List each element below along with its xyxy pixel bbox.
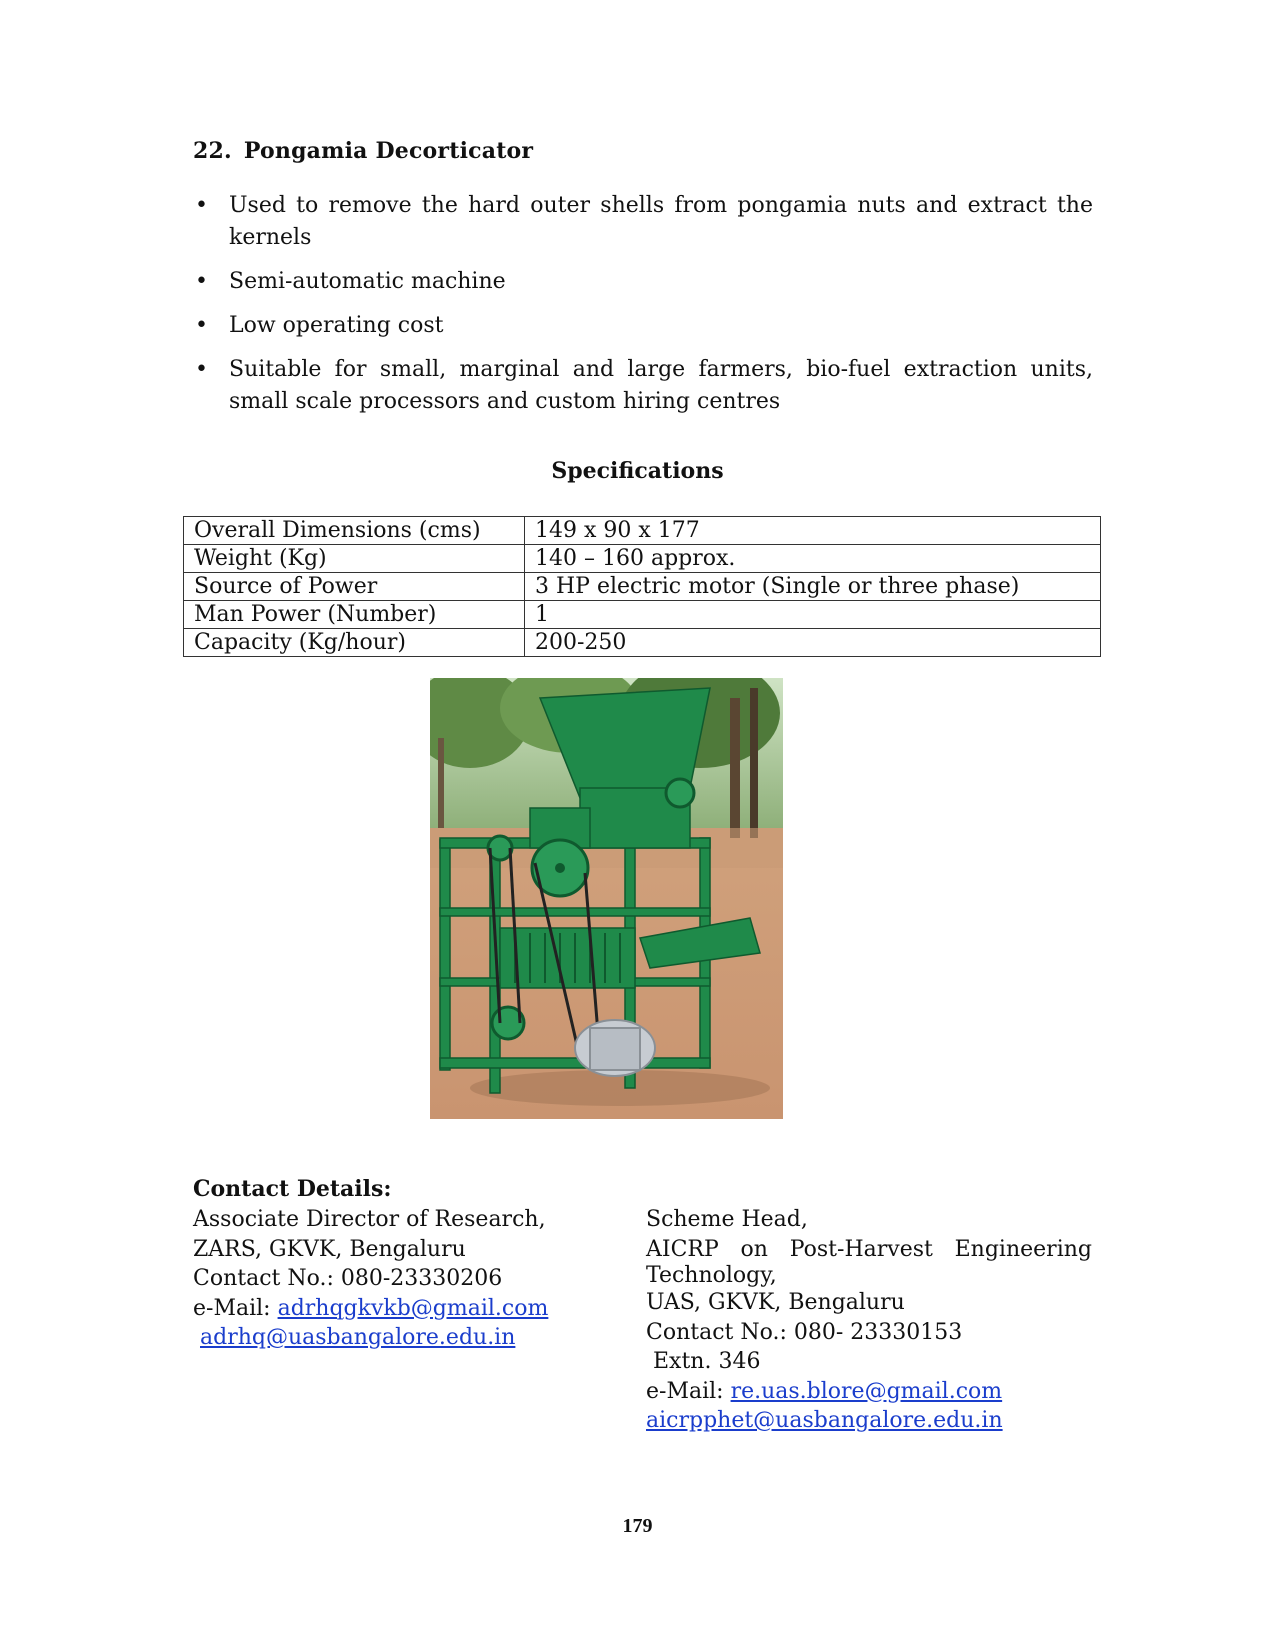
- table-row: [184, 629, 1101, 657]
- bullet-icon: •: [195, 357, 208, 382]
- contact-email-line: e-Mail: re.uas.blore@gmail.com: [646, 1378, 1003, 1404]
- contact-left: [193, 1205, 593, 1353]
- table-row: [184, 517, 1101, 545]
- section-title: Pongamia Decorticator: [243, 138, 534, 164]
- spec-label: Weight (Kg): [184, 545, 525, 573]
- bullet-icon: •: [195, 269, 208, 294]
- specifications-table: [183, 516, 1101, 657]
- bullet-icon: •: [195, 193, 208, 218]
- section-number: 22.: [193, 138, 232, 164]
- spec-value: 200-250: [525, 629, 1101, 657]
- contact-email-line: [646, 1406, 1092, 1436]
- contact-line: AICRP on Post-Harvest Engineering: [646, 1236, 1092, 1262]
- table-row: [184, 573, 1101, 601]
- spec-value: 149 x 90 x 177: [525, 517, 1101, 545]
- feature-list: [193, 190, 1093, 430]
- spec-value: 3 HP electric motor (Single or three phase): [525, 573, 1101, 601]
- spec-value: 140 – 160 approx.: [525, 545, 1101, 573]
- spec-value: 1: [525, 601, 1101, 629]
- spec-label: Capacity (Kg/hour): [184, 629, 525, 657]
- contact-line: UAS, GKVK, Bengaluru: [646, 1290, 905, 1315]
- contact-line: ZARS, GKVK, Bengaluru: [193, 1236, 466, 1262]
- spec-label: Overall Dimensions (cms): [184, 517, 525, 545]
- list-item: • Used to remove the hard outer shells from pongamia nuts and extract the kernels: [193, 190, 1093, 254]
- contact-extension: Extn. 346: [653, 1349, 761, 1374]
- specifications-title: Specifications: [551, 458, 724, 484]
- contact-right: [646, 1205, 1092, 1436]
- contact-line: Associate Director of Research,: [193, 1207, 546, 1232]
- email-link[interactable]: re.uas.blore@gmail.com: [730, 1378, 1003, 1404]
- contact-line: Technology,: [646, 1263, 777, 1288]
- page-number: 179: [622, 1515, 653, 1537]
- contact-line: Scheme Head,: [646, 1207, 808, 1232]
- contact-phone: Contact No.: 080-23330206: [193, 1266, 503, 1291]
- contact-phone: Contact No.: 080- 23330153: [646, 1319, 963, 1345]
- machine-photo: [430, 678, 783, 1119]
- table-row: [184, 601, 1101, 629]
- table-row: [184, 545, 1101, 573]
- email-link[interactable]: adrhq@uasbangalore.edu.in: [200, 1325, 516, 1350]
- section-heading: [193, 138, 533, 164]
- list-item: • Semi-automatic machine: [193, 266, 1093, 298]
- contact-email-line: [193, 1323, 593, 1353]
- contact-title: Contact Details:: [193, 1176, 392, 1202]
- spec-label: Source of Power: [184, 573, 525, 601]
- list-item: • Low operating cost: [193, 310, 1093, 342]
- spec-label: Man Power (Number): [184, 601, 525, 629]
- list-item: • Suitable for small, marginal and large farmers, bio-fuel extraction units, small scale processors and custom hiring centres: [193, 354, 1093, 418]
- email-link[interactable]: aicrpphet@uasbangalore.edu.in: [646, 1408, 1003, 1433]
- bullet-icon: •: [195, 313, 208, 338]
- email-link[interactable]: adrhqgkvkb@gmail.com: [277, 1295, 549, 1321]
- contact-email-line: e-Mail: adrhqgkvkb@gmail.com: [193, 1295, 549, 1321]
